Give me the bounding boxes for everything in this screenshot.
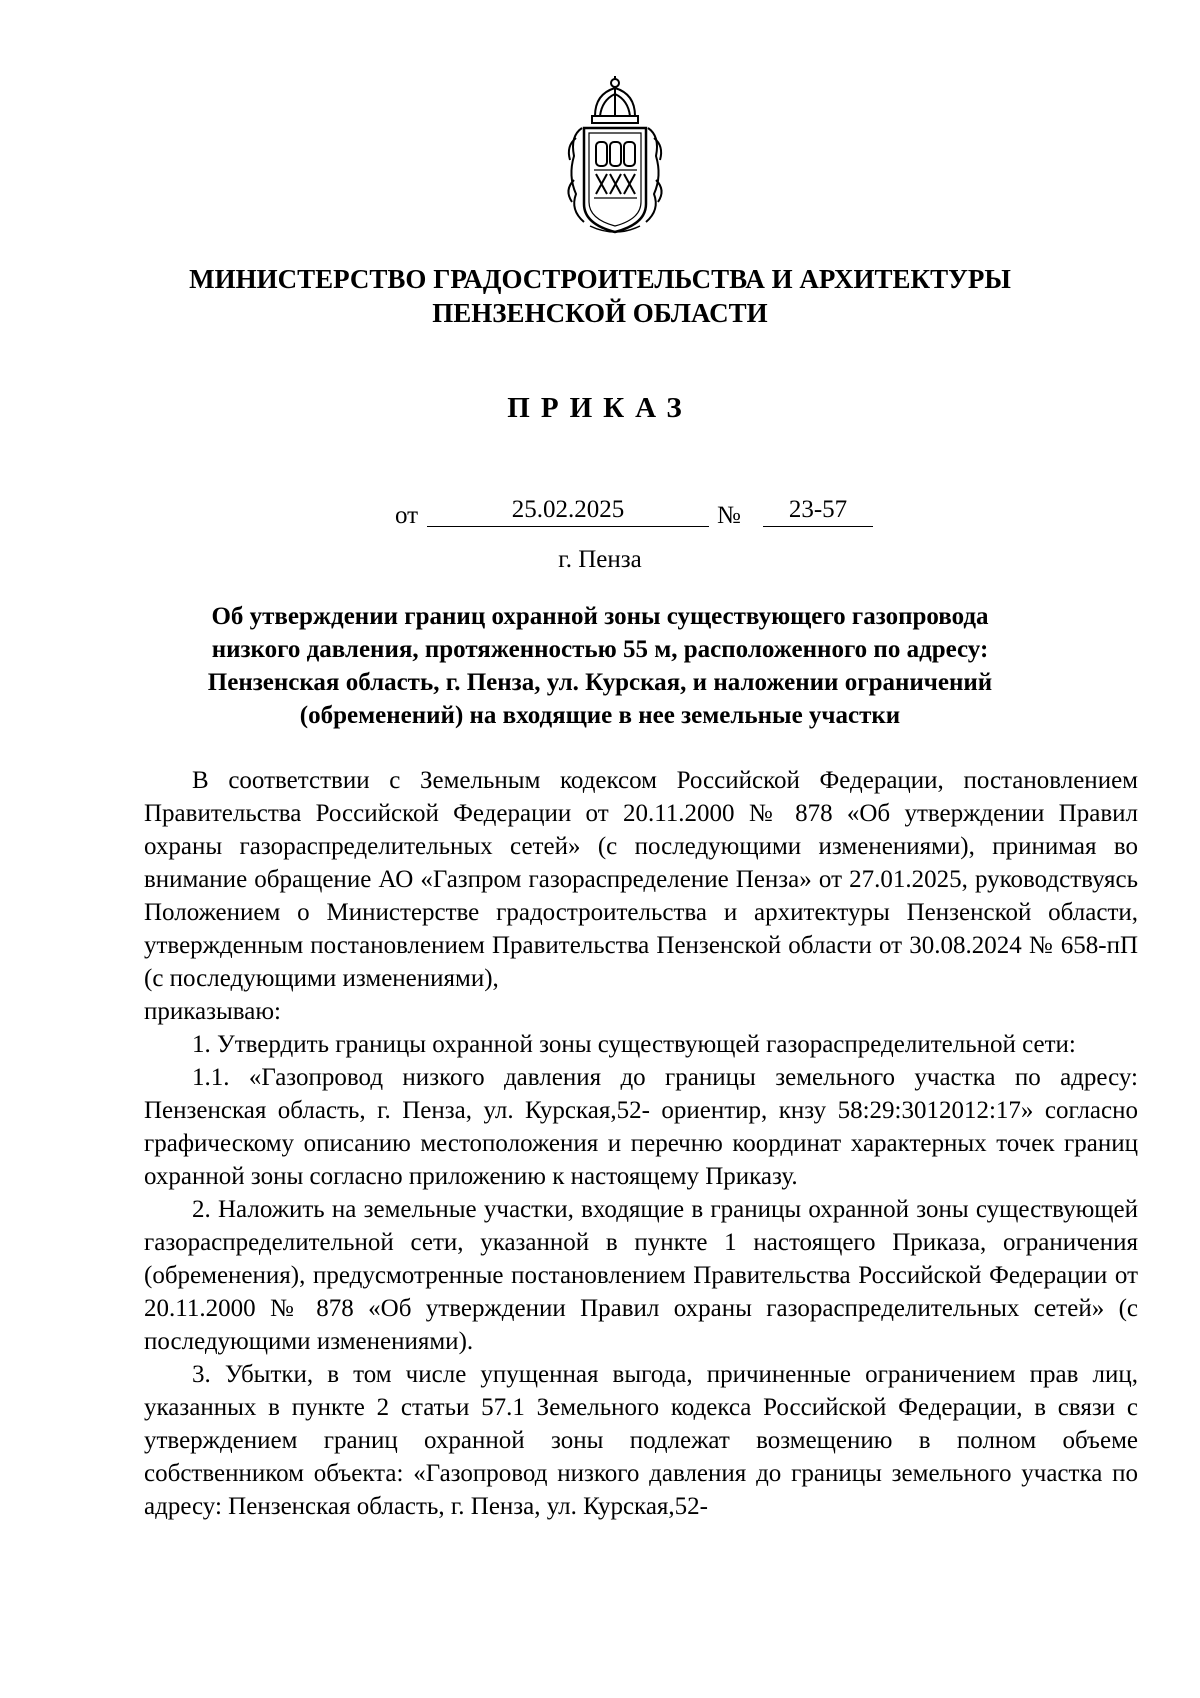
order-title: ПРИКАЗ	[507, 392, 693, 424]
date-number-line	[395, 496, 875, 530]
item-1-1: 1.1. «Газопровод низкого давления до границы земельного участка по адресу: Пензенская область, г. Пенза, ул. Курская,52- ориентир, кнзу 58:29:3012012:17» согласно графическому описанию местоположения и перечню координат характерных точек границ охранной зоны согласно приложению к настоящему Приказу.	[144, 1064, 1138, 1190]
order-number: 23-57	[763, 496, 873, 527]
ministry-name	[100, 262, 1100, 330]
preamble-paragraph: В соответствии с Земельным кодексом Российской Федерации, постановлением Правительства Российской Федерации от 20.11.2000 № 878 «Об утверждении Правил охраны газораспределительных сетей» (с последующими изменениями), принимая во внимание обращение АО «Газпром газораспределение Пенза» от 27.01.2025, руководствуясь Положением о Министерстве градостроительства и архитектуры Пензенской области, утвержденным постановлением Правительства Пензенской области от 30.08.2024 № 658-пП (с последующими изменениями),	[144, 767, 1138, 992]
item-2: 2. Наложить на земельные участки, входящие в границы охранной зоны существующей газораспределительной сети, указанной в пункте 1 настоящего Приказа, ограничения (обременения), предусмотренные постановлением Правительства Российской Федерации от 20.11.2000 № 878 «Об утверждении Правил охраны газораспределительных сетей» (с последующими изменениями).	[144, 1196, 1138, 1355]
subject-line-1: Об утверждении границ охранной зоны существующего газопровода	[211, 603, 989, 630]
item-1: 1. Утвердить границы охранной зоны существующей газораспределительной сети:	[192, 1031, 1076, 1058]
order-word: приказываю:	[144, 998, 281, 1025]
subject-line-4: (обременений) на входящие в нее земельные участки	[299, 702, 901, 729]
date-prefix: от	[395, 502, 419, 529]
subject-line-2: низкого давления, протяженностью 55 м, расположенного по адресу:	[211, 636, 989, 663]
ministry-line-1: МИНИСТЕРСТВО ГРАДОСТРОИТЕЛЬСТВА И АРХИТЕКТУРЫ	[189, 264, 1011, 294]
city: г. Пенза	[558, 546, 642, 573]
number-sign: №	[717, 502, 741, 529]
item-3: 3. Убытки, в том числе упущенная выгода, причиненные ограничением прав лиц, указанных в пункте 2 статьи 57.1 Земельного кодекса Российской Федерации, в связи с утверждением границ охранной зоны подлежат возмещению в полном объеме собственником объекта: «Газопровод низкого давления до границы земельного участка по адресу: Пензенская область, г. Пенза, ул. Курская,52-	[144, 1361, 1138, 1520]
order-body	[144, 764, 1138, 1523]
order-subject	[150, 600, 1050, 732]
ministry-line-2: ПЕНЗЕНСКОЙ ОБЛАСТИ	[432, 298, 768, 328]
order-date: 25.02.2025	[427, 496, 709, 527]
subject-line-3: Пензенская область, г. Пенза, ул. Курская, и наложении ограничений	[207, 669, 993, 696]
coat-of-arms-emblem	[560, 76, 670, 236]
